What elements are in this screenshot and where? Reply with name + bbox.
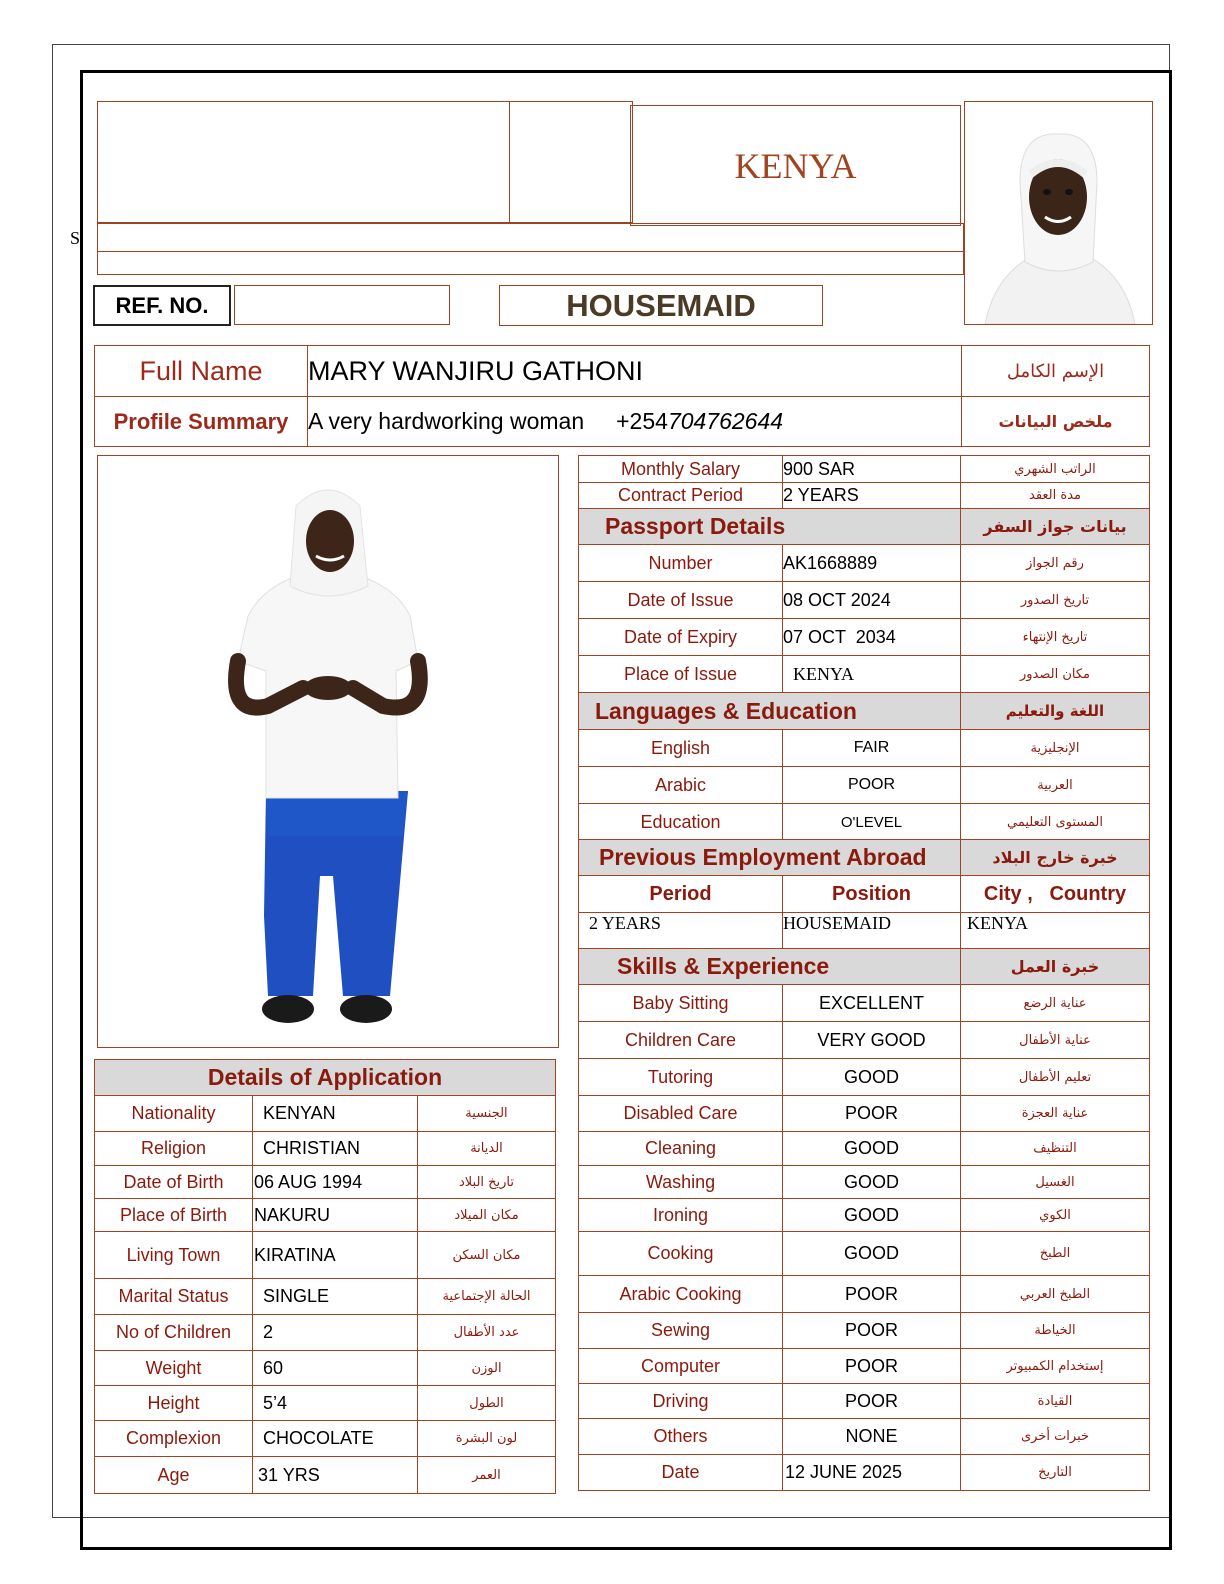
prev-employment-title: Previous Employment Abroad	[579, 840, 961, 876]
profile-summary-ar: ملخص البيانات	[962, 397, 1150, 447]
skill-label: Cleaning	[579, 1132, 783, 1166]
passport-title: Passport Details	[579, 509, 961, 545]
prev-employment-title-ar: خبرة خارج البلاد	[961, 840, 1150, 876]
header-logo-box-middle	[509, 101, 633, 223]
salary-ar: الراتب الشهري	[961, 456, 1150, 483]
skill-ar: التنظيف	[961, 1132, 1150, 1166]
skill-label: Others	[579, 1419, 783, 1455]
previous-employment-table	[578, 839, 1150, 950]
app-ar: مكان الميلاد	[418, 1199, 556, 1232]
app-ar: الجنسية	[418, 1096, 556, 1132]
skill-ar: الخياطة	[961, 1313, 1150, 1349]
profile-summary-text: A very hardworking woman	[308, 408, 585, 434]
full-name-label: Full Name	[95, 346, 308, 397]
app-ar: لون البشرة	[418, 1421, 556, 1457]
skill-ar: عناية العجزة	[961, 1096, 1150, 1132]
skill-ar: الغسيل	[961, 1166, 1150, 1199]
arabic-value: POOR	[783, 767, 961, 804]
skill-label: Sewing	[579, 1313, 783, 1349]
app-value: SINGLE	[253, 1279, 418, 1315]
app-value: 06 AUG 1994	[253, 1166, 418, 1199]
skill-ar: الكوي	[961, 1199, 1150, 1232]
issue-place-ar: مكان الصدور	[961, 656, 1150, 693]
ref-no-label: REF. NO.	[93, 285, 231, 326]
expiry-date-label: Date of Expiry	[579, 619, 783, 656]
app-ar: مكان السكن	[418, 1232, 556, 1279]
country-box	[630, 105, 961, 226]
skill-value: EXCELLENT	[783, 985, 961, 1022]
app-ar: الحالة الإجتماعية	[418, 1279, 556, 1315]
date-label: Date	[579, 1455, 783, 1491]
contract-ar: مدة العقد	[961, 483, 1150, 509]
skill-value: GOOD	[783, 1059, 961, 1096]
languages-title-ar: اللغة والتعليم	[961, 693, 1150, 730]
issue-date-value: 08 OCT 2024	[783, 582, 961, 619]
arabic-label: Arabic	[579, 767, 783, 804]
app-ar: الطول	[418, 1386, 556, 1421]
salary-value: 900 SAR	[783, 456, 961, 483]
app-label: Weight	[95, 1351, 253, 1386]
issue-date-ar: تاريخ الصدور	[961, 582, 1150, 619]
skills-table	[578, 948, 1150, 1491]
app-label: Marital Status	[95, 1279, 253, 1315]
app-value: 60	[253, 1351, 418, 1386]
skill-label: Tutoring	[579, 1059, 783, 1096]
issue-date-label: Date of Issue	[579, 582, 783, 619]
english-label: English	[579, 730, 783, 767]
header-line-2	[97, 251, 964, 275]
issue-place-label: Place of Issue	[579, 656, 783, 693]
col-position: Position	[783, 876, 961, 913]
english-ar: الإنجليزية	[961, 730, 1150, 767]
skill-value: GOOD	[783, 1199, 961, 1232]
app-label: Date of Birth	[95, 1166, 253, 1199]
prev-city: KENYA	[961, 913, 1150, 950]
profile-table	[94, 345, 1150, 447]
app-label: No of Children	[95, 1315, 253, 1351]
stray-character: S	[70, 228, 81, 248]
skill-ar: الطبخ العربي	[961, 1276, 1150, 1313]
skill-label: Washing	[579, 1166, 783, 1199]
skill-ar: خبرات أخرى	[961, 1419, 1150, 1455]
skill-ar: عناية الرضع	[961, 985, 1150, 1022]
app-ar: العمر	[418, 1457, 556, 1494]
skill-label: Computer	[579, 1349, 783, 1384]
skill-label: Arabic Cooking	[579, 1276, 783, 1313]
app-label: Height	[95, 1386, 253, 1421]
full-name-ar: الإسم الكامل	[962, 346, 1150, 397]
skill-value: GOOD	[783, 1166, 961, 1199]
app-value: 2	[253, 1315, 418, 1351]
arabic-ar: العربية	[961, 767, 1150, 804]
app-value: KENYAN	[253, 1096, 418, 1132]
skill-ar: إستخدام الكمبيوتر	[961, 1349, 1150, 1384]
application-table	[94, 1059, 556, 1494]
ref-no-value	[234, 285, 450, 325]
skill-label: Cooking	[579, 1232, 783, 1276]
skill-ar: تعليم الأطفال	[961, 1059, 1150, 1096]
phone-number: 704762644	[667, 408, 784, 434]
app-value: 5’4	[253, 1386, 418, 1421]
skill-value: POOR	[783, 1313, 961, 1349]
skill-value: NONE	[783, 1419, 961, 1455]
skill-label: Driving	[579, 1384, 783, 1419]
country-name: KENYA	[734, 145, 857, 186]
skill-value: POOR	[783, 1096, 961, 1132]
education-value: O'LEVEL	[783, 804, 961, 841]
skill-ar: عناية الأطفال	[961, 1022, 1150, 1059]
skill-label: Ironing	[579, 1199, 783, 1232]
contract-value: 2 YEARS	[783, 483, 961, 509]
app-ar: الوزن	[418, 1351, 556, 1386]
skill-label: Baby Sitting	[579, 985, 783, 1022]
skill-value: GOOD	[783, 1232, 961, 1276]
full-name-value: MARY WANJIRU GATHONI	[308, 346, 962, 397]
languages-table	[578, 692, 1150, 841]
passport-number-ar: رقم الجواز	[961, 545, 1150, 582]
skill-value: POOR	[783, 1384, 961, 1419]
skill-value: VERY GOOD	[783, 1022, 961, 1059]
portrait-photo	[964, 101, 1153, 325]
skills-title: Skills & Experience	[579, 949, 961, 985]
col-period: Period	[579, 876, 783, 913]
salary-label: Monthly Salary	[579, 456, 783, 483]
app-label: Place of Birth	[95, 1199, 253, 1232]
skill-label: Children Care	[579, 1022, 783, 1059]
education-ar: المستوى التعليمي	[961, 804, 1150, 841]
date-value: 12 JUNE 2025	[783, 1455, 961, 1491]
app-label: Living Town	[95, 1232, 253, 1279]
app-value: CHRISTIAN	[253, 1132, 418, 1166]
skill-label: Disabled Care	[579, 1096, 783, 1132]
col-city-country: City , Country	[961, 876, 1150, 913]
terms-table	[578, 455, 1150, 509]
position-title: HOUSEMAID	[499, 285, 823, 326]
app-value: NAKURU	[253, 1199, 418, 1232]
app-label: Age	[95, 1457, 253, 1494]
skill-value: POOR	[783, 1276, 961, 1313]
skill-ar: الطبخ	[961, 1232, 1150, 1276]
profile-summary-value	[308, 397, 962, 447]
app-label: Religion	[95, 1132, 253, 1166]
education-label: Education	[579, 804, 783, 841]
expiry-date-ar: تاريخ الإنتهاء	[961, 619, 1150, 656]
app-label: Nationality	[95, 1096, 253, 1132]
skill-ar: القيادة	[961, 1384, 1150, 1419]
expiry-date-value: 07 OCT 2034	[783, 619, 961, 656]
app-label: Complexion	[95, 1421, 253, 1457]
full-body-photo	[97, 455, 559, 1048]
header-line-1	[97, 223, 964, 252]
app-value: CHOCOLATE	[253, 1421, 418, 1457]
app-ar: الديانة	[418, 1132, 556, 1166]
passport-title-ar: بيانات جواز السفر	[961, 509, 1150, 545]
contract-label: Contract Period	[579, 483, 783, 509]
app-ar: عدد الأطفال	[418, 1315, 556, 1351]
passport-number-label: Number	[579, 545, 783, 582]
prev-period: 2 YEARS	[579, 913, 783, 950]
app-value: 31 YRS	[253, 1457, 418, 1494]
phone-prefix: +254	[616, 408, 668, 434]
skill-value: GOOD	[783, 1132, 961, 1166]
skill-value: POOR	[783, 1349, 961, 1384]
application-title: Details of Application	[95, 1060, 556, 1096]
app-ar: تاريخ البلاد	[418, 1166, 556, 1199]
app-value: KIRATINA	[253, 1232, 418, 1279]
skills-title-ar: خبرة العمل	[961, 949, 1150, 985]
passport-table	[578, 508, 1150, 693]
profile-summary-label: Profile Summary	[95, 397, 308, 447]
date-ar: التاريخ	[961, 1455, 1150, 1491]
languages-title: Languages & Education	[579, 693, 961, 730]
prev-position: HOUSEMAID	[783, 913, 961, 950]
passport-number-value: AK1668889	[783, 545, 961, 582]
header-logo-box-left	[97, 101, 510, 223]
issue-place-value: KENYA	[783, 656, 961, 693]
english-value: FAIR	[783, 730, 961, 767]
